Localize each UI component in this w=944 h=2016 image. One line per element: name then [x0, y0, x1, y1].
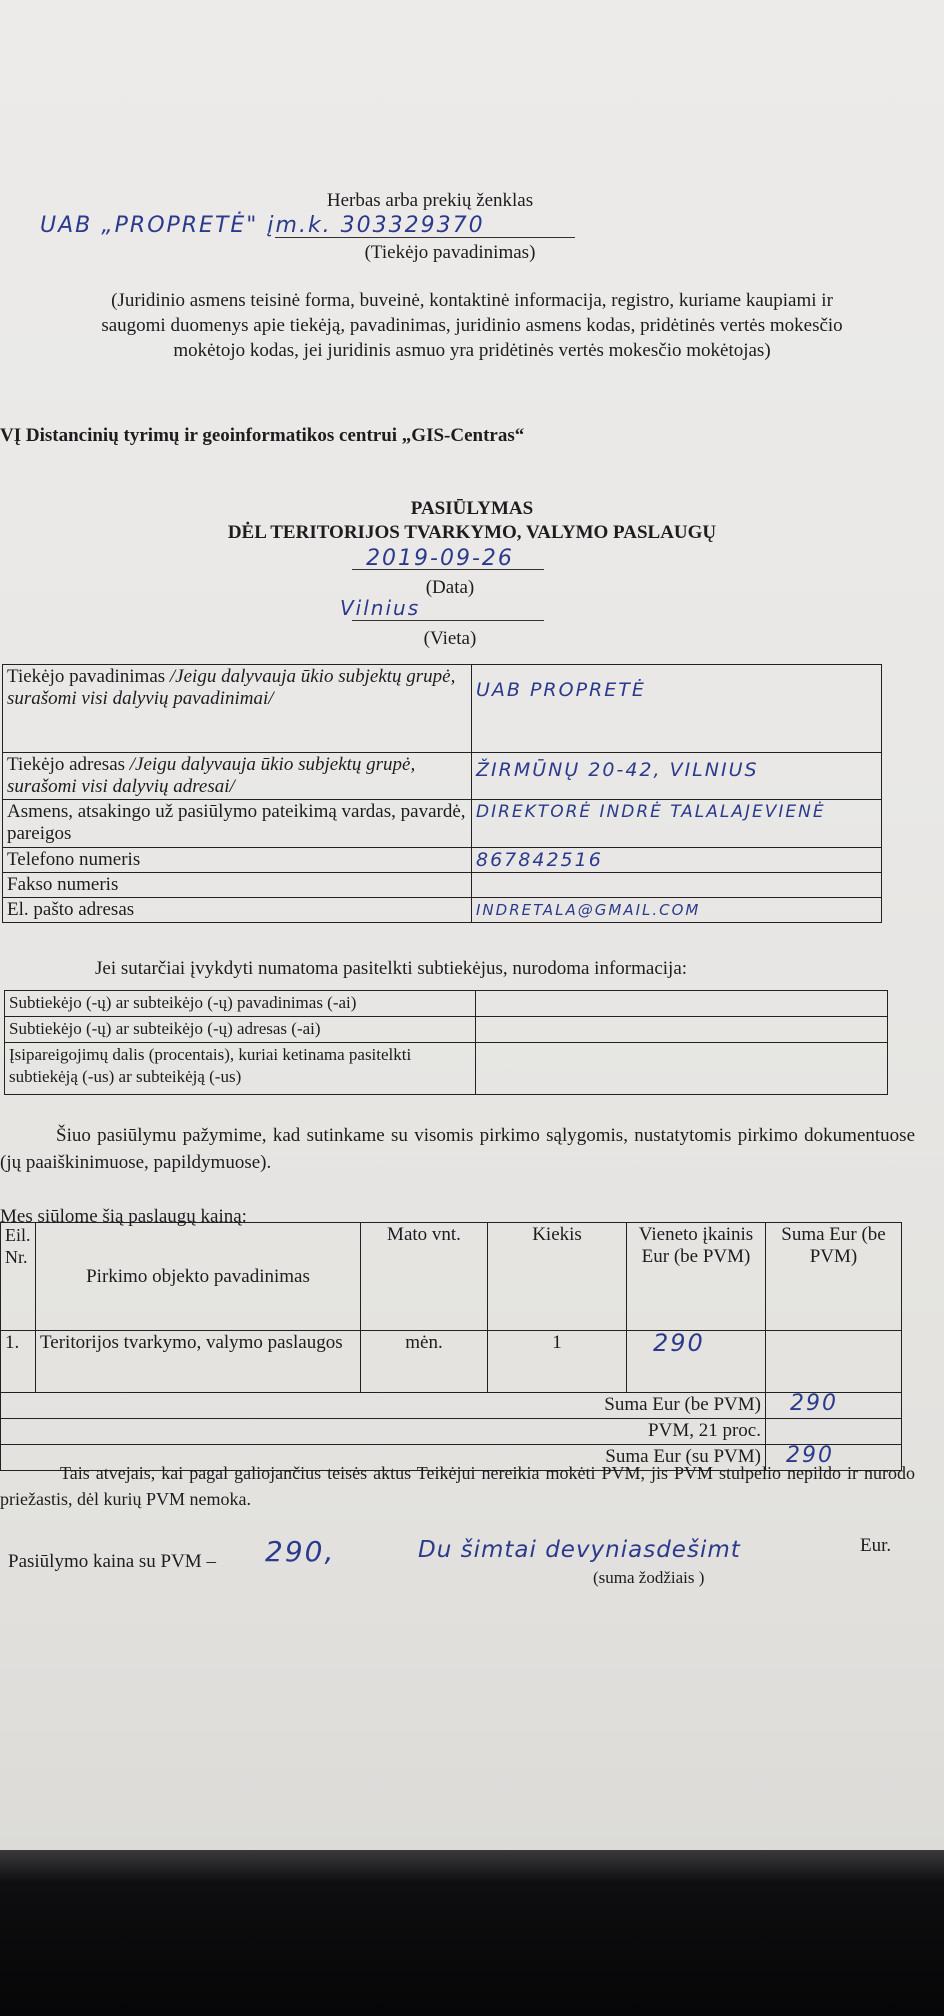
- total-row: [1, 1393, 902, 1419]
- legal-note: [0, 288, 944, 363]
- final-price-words: Du šimtai devyniasdešimt: [418, 1537, 741, 1563]
- cell-name: Teritorijos tvarkymo, valymo paslaugos: [36, 1331, 361, 1393]
- row-label: Įsipareigojimų dalis (procentais), kuriai ketinama pasitelkti subtiekėją (-us) ar subteikėją (-us): [5, 1043, 476, 1095]
- words-caption: (suma žodžiais ): [593, 1568, 705, 1587]
- legal-note-line: saugomi duomenys apie tiekėją, pavadinimas, juridinio asmens kodas, pridėtinės vertės mokesčio: [101, 315, 843, 336]
- subcontractor-intro: Jei sutarčiai įvykdyti numatoma pasitelkti subtiekėjus, nurodoma informacija:: [95, 958, 688, 979]
- table-row: [3, 848, 882, 873]
- final-price-label: Pasiūlymo kaina su PVM –: [8, 1551, 216, 1572]
- legal-note-line: (Juridinio asmens teisinė forma, buveinė, kontaktinė informacija, registro, kuriame kaupiami ir: [111, 290, 833, 311]
- doc-title: PASIŪLYMAS: [410, 498, 534, 519]
- currency-label: Eur.: [860, 1535, 892, 1556]
- row-label: Asmens, atsakingo už pasiūlymo pateikimą vardas, pavardė, pareigos: [7, 801, 466, 844]
- total-value: 290: [766, 1445, 902, 1471]
- table-row: [3, 753, 882, 800]
- subcontractor-table: [4, 990, 888, 1095]
- total-row: [1, 1419, 902, 1445]
- row-value: [476, 991, 888, 1017]
- row-value: [476, 1017, 888, 1043]
- col-header-no: Eil. Nr.: [1, 1223, 36, 1331]
- emblem-label: Herbas arba prekių ženklas: [326, 190, 534, 211]
- cell-sum: [766, 1331, 902, 1393]
- cell-unit-price: 290: [627, 1331, 766, 1393]
- row-label: Tiekėjo pavadinimas: [7, 666, 170, 687]
- supplier-name-handwritten: UAB „PROPRETĖ" įm.k. 303329370: [40, 213, 485, 238]
- final-price-amount: 290,: [265, 1535, 336, 1568]
- table-row: [5, 1017, 888, 1043]
- table-row: [3, 800, 882, 848]
- price-table: [0, 1222, 902, 1471]
- table-row: [3, 873, 882, 898]
- vat-note: Tais atvejais, kai pagal galiojančius teisės aktus Teikėjui nereikia mokėti PVM, jis PVM stulpelio nepildo ir nurodo priežastis, dėl kurių PVM nemoka.: [0, 1463, 915, 1509]
- col-header-unit-price: Vieneto įkainis Eur (be PVM): [627, 1223, 766, 1331]
- total-label: Suma Eur (su PVM): [1, 1445, 766, 1471]
- col-header-qty: Kiekis: [488, 1223, 627, 1331]
- row-label: El. pašto adresas: [3, 898, 472, 923]
- row-label: Subtiekėjo (-ų) ar subteikėjo (-ų) adresas (-ai): [5, 1017, 476, 1043]
- total-value: [766, 1419, 902, 1445]
- doc-subtitle: DĖL TERITORIJOS TVARKYMO, VALYMO PASLAUGŲ: [227, 522, 717, 543]
- cell-no: 1.: [1, 1331, 36, 1393]
- row-label-note: /Jeigu dalyvauja ūkio subjektų grupė, surašomi visi dalyvių adresai/: [7, 754, 416, 797]
- row-label: Subtiekėjo (-ų) ar subteikėjo (-ų) pavadinimas (-ai): [5, 991, 476, 1017]
- supplier-address-value: ŽIRMŪNŲ 20-42, VILNIUS: [472, 753, 882, 800]
- fax-value: [472, 873, 882, 898]
- table-header-row: [1, 1223, 902, 1331]
- table-row: [5, 1043, 888, 1095]
- row-value: [476, 1043, 888, 1095]
- total-value: 290: [766, 1393, 902, 1419]
- col-header-sum: Suma Eur (be PVM): [766, 1223, 902, 1331]
- cell-unit: mėn.: [361, 1331, 488, 1393]
- date-caption: (Data): [425, 577, 475, 598]
- cell-qty: 1: [488, 1331, 627, 1393]
- table-row: [3, 898, 882, 923]
- col-header-unit: Mato vnt.: [361, 1223, 488, 1331]
- table-row: [1, 1331, 902, 1393]
- table-row: [3, 665, 882, 753]
- supplier-caption: (Tiekėjo pavadinimas): [364, 242, 536, 263]
- agreement-text: Šiuo pasiūlymu pažymime, kad sutinkame su visomis pirkimo sąlygomis, nustatytomis pirkimo dokumentuose (jų paaiškinimuose, papildymuose).: [0, 1125, 915, 1173]
- row-label-note: /Jeigu dalyvauja ūkio subjektų grupė, surašomi visi dalyvių pavadinimai/: [7, 666, 456, 709]
- price-intro: Mes siūlome šią paslaugų kainą:: [0, 1206, 247, 1227]
- date-underline: [352, 569, 544, 570]
- col-header-name: Pirkimo objekto pavadinimas: [36, 1223, 361, 1331]
- email-value: INDRETALA@GMAIL.COM: [472, 898, 882, 923]
- date-value: 2019-09-26: [366, 546, 514, 571]
- recipient: VĮ Distancinių tyrimų ir geoinformatikos centrui „GIS-Centras“: [0, 425, 525, 446]
- row-label: Tiekėjo adresas: [7, 754, 130, 775]
- place-value: Vilnius: [340, 596, 421, 620]
- photo-dark-edge: [0, 1850, 944, 2016]
- total-label: Suma Eur (be PVM): [1, 1393, 766, 1419]
- phone-value: 867842516: [472, 848, 882, 873]
- supplier-table: [2, 664, 882, 923]
- row-label: Telefono numeris: [3, 848, 472, 873]
- responsible-person-value: DIREKTORĖ INDRĖ TALALAJEVIENĖ: [472, 800, 882, 848]
- row-label: Fakso numeris: [3, 873, 472, 898]
- place-underline: [352, 620, 544, 621]
- supplier-underline: [275, 237, 575, 238]
- total-label: PVM, 21 proc.: [1, 1419, 766, 1445]
- legal-note-line: mokėtojo kodas, jei juridinis asmuo yra pridėtinės vertės mokesčio mokėtojas): [173, 340, 771, 361]
- table-row: [5, 991, 888, 1017]
- place-caption: (Vieta): [423, 628, 477, 649]
- supplier-name-value: UAB PROPRETĖ: [472, 665, 882, 753]
